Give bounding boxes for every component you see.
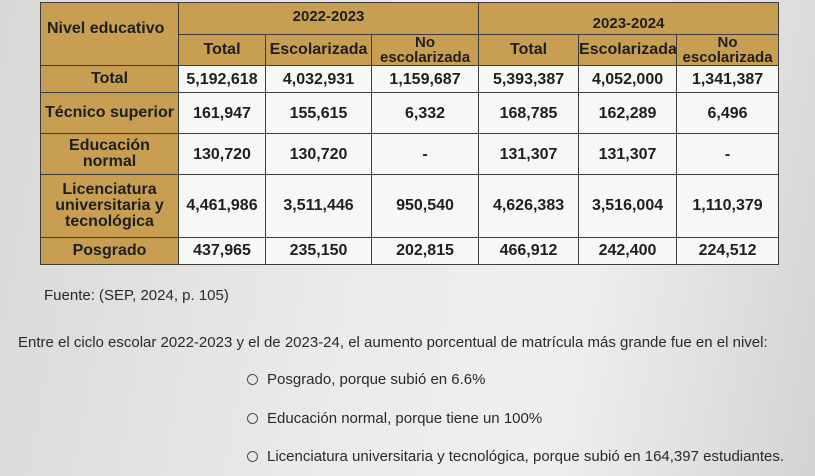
answer-option-licenciatura[interactable] bbox=[247, 448, 784, 465]
year-header-2022: 2022-2023 bbox=[179, 3, 479, 35]
radio-button[interactable] bbox=[247, 374, 258, 385]
table-cell: 168,785 bbox=[479, 93, 579, 134]
row-level-label: Licenciatura universitaria y tecnológica bbox=[41, 175, 179, 238]
row-level-label: Técnico superior bbox=[41, 93, 179, 134]
table-row bbox=[41, 175, 779, 238]
subheader-no-escolarizada: No escolarizada bbox=[372, 35, 479, 66]
table-cell: 4,461,986 bbox=[179, 175, 266, 238]
enrollment-table bbox=[40, 2, 779, 265]
table-row bbox=[41, 93, 779, 134]
question-text: Entre el ciclo escolar 2022-2023 y el de 2023-24, el aumento porcentual de matrícula más grande fue en el nivel: bbox=[18, 334, 768, 351]
table-cell: 4,032,931 bbox=[266, 66, 372, 93]
table-cell: 1,110,379 bbox=[677, 175, 779, 238]
source-citation: Fuente: (SEP, 2024, p. 105) bbox=[44, 287, 229, 304]
answer-option-posgrado[interactable] bbox=[247, 371, 486, 388]
table-cell: 950,540 bbox=[372, 175, 479, 238]
year-header-2023: 2023-2024 bbox=[479, 3, 779, 35]
subheader-escolarizada: Escolarizada bbox=[266, 35, 372, 66]
answer-option-educacion-normal[interactable] bbox=[247, 410, 542, 427]
subheader-no-escolarizada: No escolarizada bbox=[677, 35, 779, 66]
table-cell: - bbox=[677, 134, 779, 175]
row-level-label: Posgrado bbox=[41, 237, 179, 264]
row-level-label: Educación normal bbox=[41, 134, 179, 175]
radio-button[interactable] bbox=[247, 413, 258, 424]
table-cell: 3,516,004 bbox=[579, 175, 677, 238]
table-cell: 242,400 bbox=[579, 237, 677, 264]
row-level-label: Total bbox=[41, 66, 179, 93]
table-cell: 235,150 bbox=[266, 237, 372, 264]
subheader-escolarizada: Escolarizada bbox=[579, 35, 677, 66]
table-row bbox=[41, 66, 779, 93]
table-cell: 437,965 bbox=[179, 237, 266, 264]
table-cell: 130,720 bbox=[179, 134, 266, 175]
option-label: Educación normal, porque tiene un 100% bbox=[267, 410, 543, 427]
table-row bbox=[41, 134, 779, 175]
table-cell: 5,192,618 bbox=[179, 66, 266, 93]
subheader-total: Total bbox=[479, 35, 579, 66]
table-cell: 6,496 bbox=[677, 93, 779, 134]
table-cell: 6,332 bbox=[372, 93, 479, 134]
table-cell: 131,307 bbox=[479, 134, 579, 175]
table-cell: 224,512 bbox=[677, 237, 779, 264]
table-cell: 202,815 bbox=[372, 237, 479, 264]
table-cell: 131,307 bbox=[579, 134, 677, 175]
radio-button[interactable] bbox=[247, 451, 258, 462]
table-cell: 130,720 bbox=[266, 134, 372, 175]
level-header: Nivel educativo bbox=[41, 3, 179, 66]
table-cell: 155,615 bbox=[266, 93, 372, 134]
table-cell: 1,341,387 bbox=[677, 66, 779, 93]
table-cell: 161,947 bbox=[179, 93, 266, 134]
table-cell: 1,159,687 bbox=[372, 66, 479, 93]
subheader-total: Total bbox=[179, 35, 266, 66]
table-cell: 4,052,000 bbox=[579, 66, 677, 93]
table-cell: 3,511,446 bbox=[266, 175, 372, 238]
table-cell: 466,912 bbox=[479, 237, 579, 264]
table-cell: 162,289 bbox=[579, 93, 677, 134]
table-row bbox=[41, 237, 779, 264]
table-cell: 4,626,383 bbox=[479, 175, 579, 238]
table-cell: 5,393,387 bbox=[479, 66, 579, 93]
option-label: Posgrado, porque subió en 6.6% bbox=[267, 371, 486, 388]
option-label: Licenciatura universitaria y tecnológica, porque subió en 164,397 estudiantes. bbox=[267, 448, 785, 465]
table-cell: - bbox=[372, 134, 479, 175]
